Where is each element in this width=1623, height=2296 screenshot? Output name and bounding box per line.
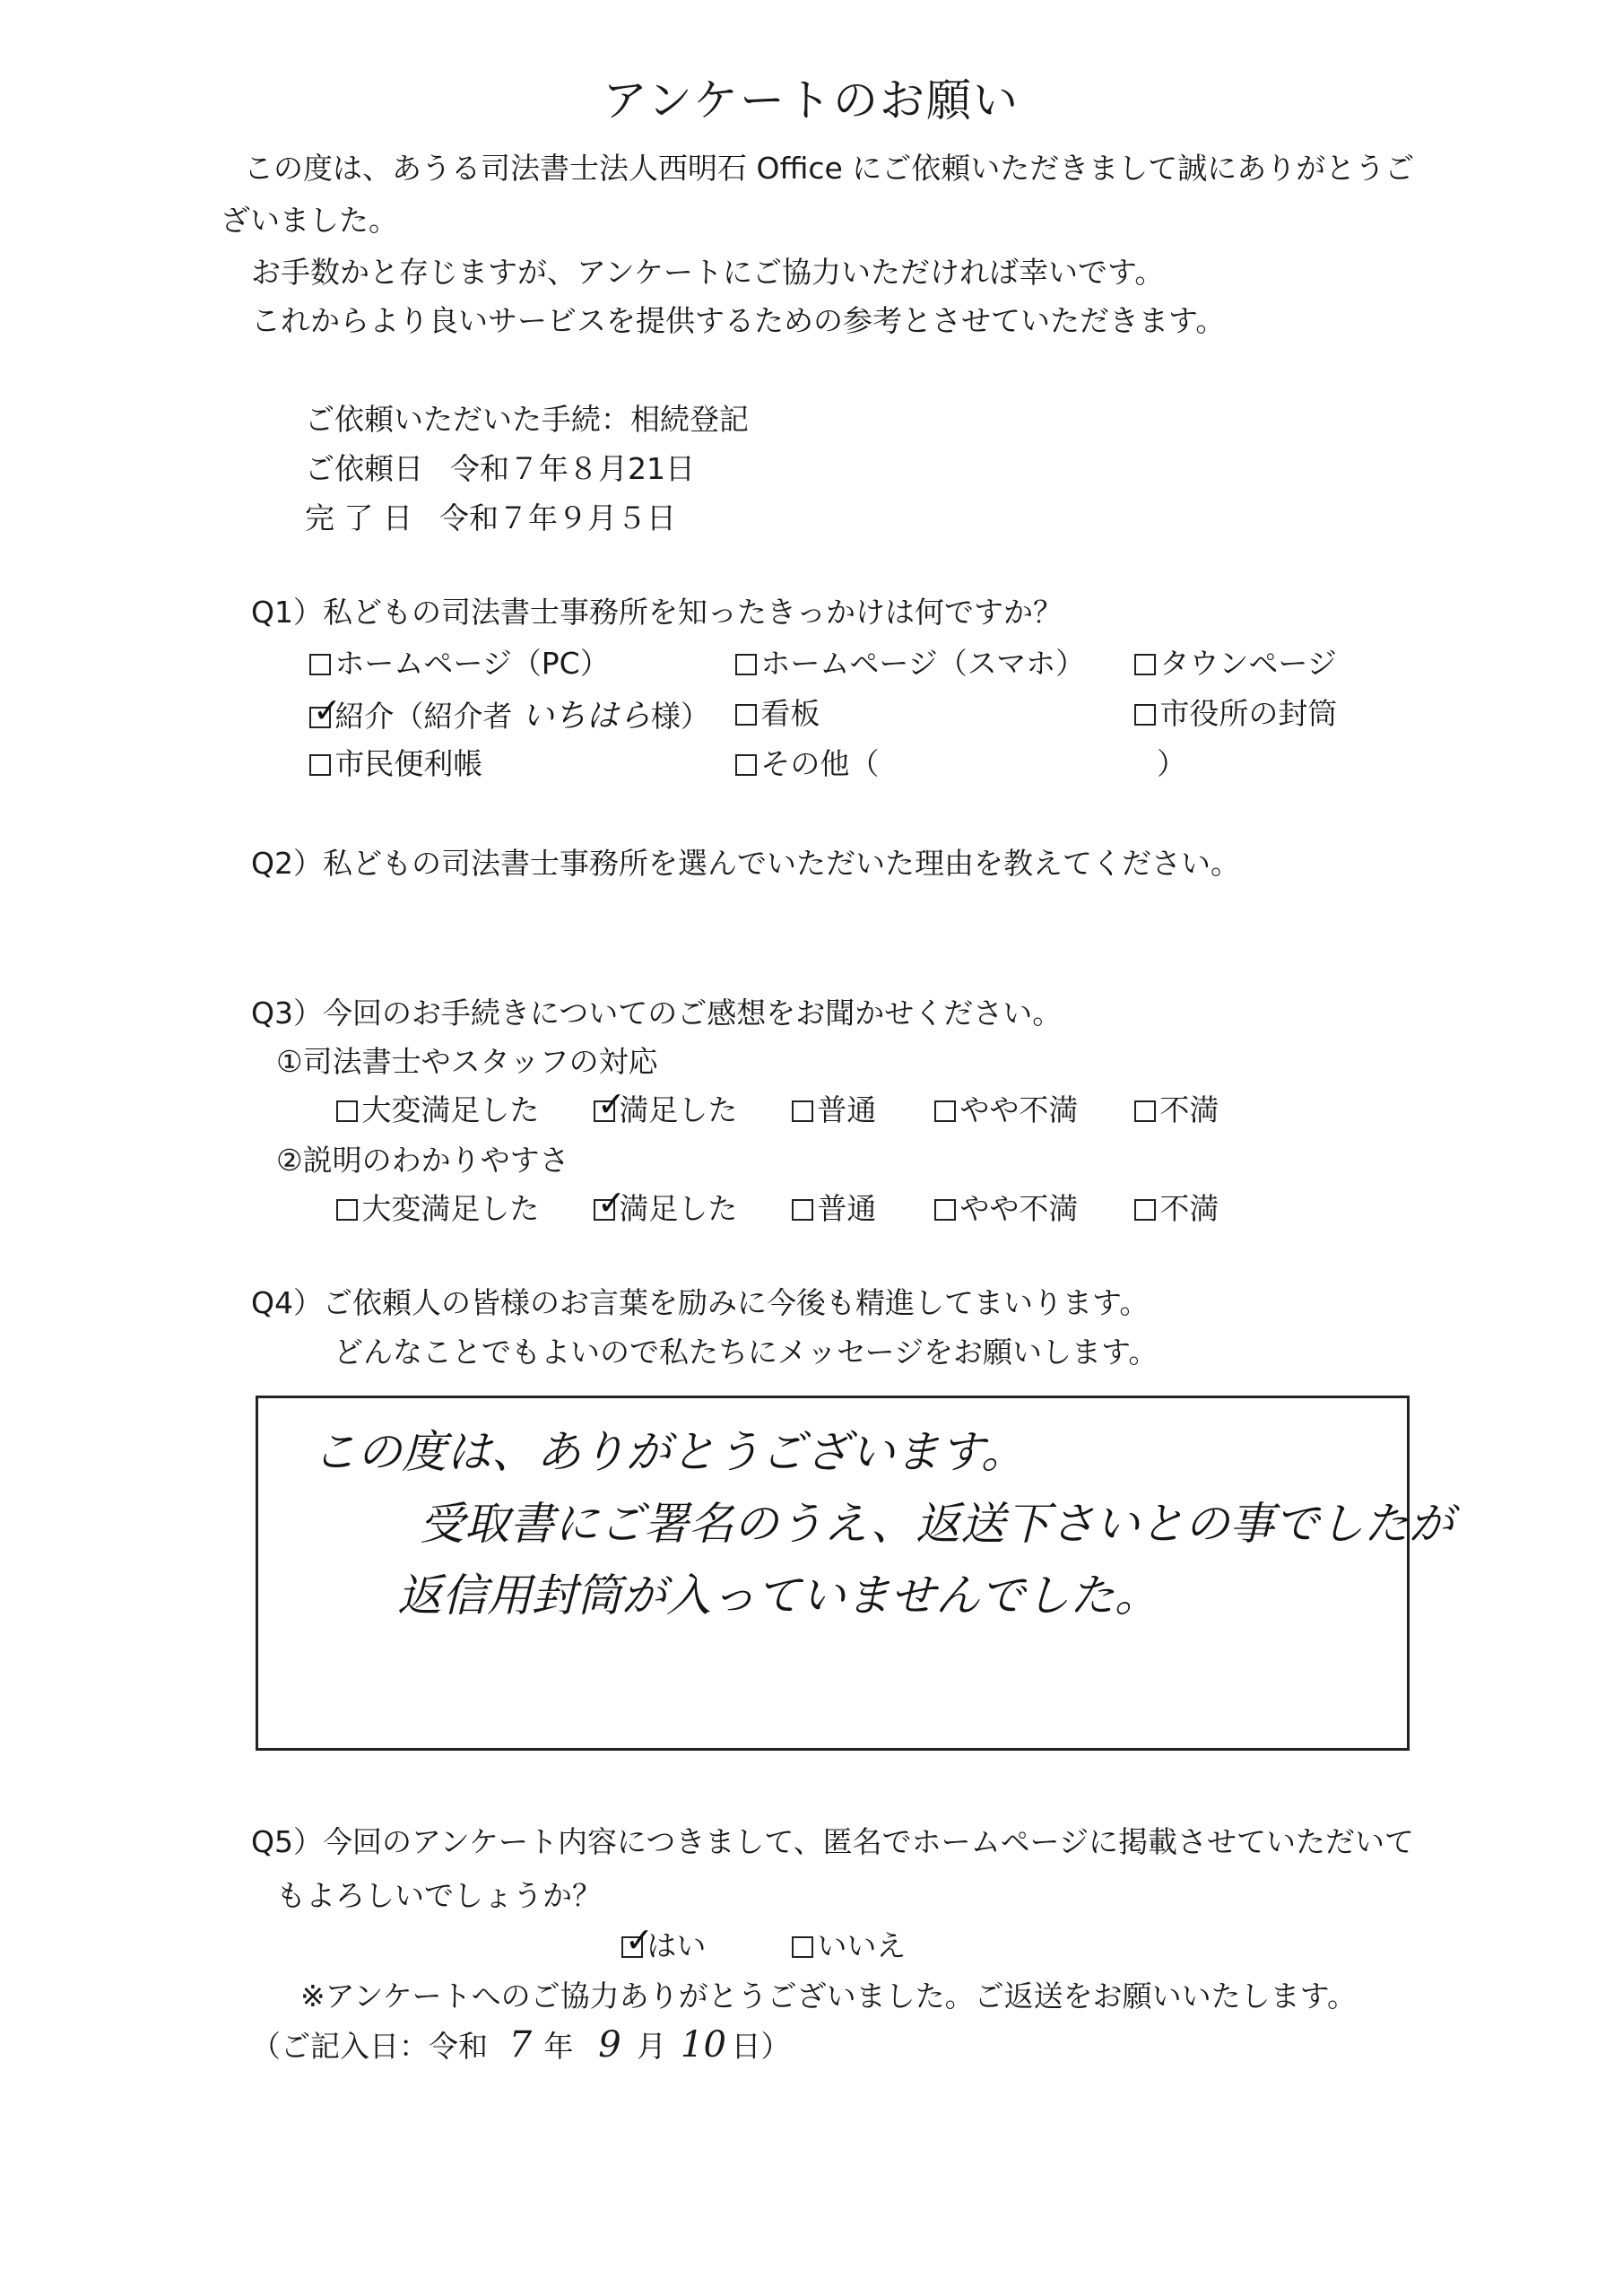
- q1-option-other[interactable]: その他（: [735, 741, 879, 783]
- q3-sub1-label: ①司法書士やスタッフの対応: [276, 1044, 658, 1079]
- q3-sub1-option-neutral[interactable]: 普通: [792, 1087, 876, 1129]
- q3-sub2-option-very-satisfied[interactable]: 大変満足した: [336, 1186, 539, 1228]
- checkbox[interactable]: [735, 654, 757, 675]
- check-mark-icon: ✓: [313, 690, 342, 730]
- request-date-label: ご依頼日: [305, 451, 423, 486]
- q3-sub1-option-somewhat-dissatisfied[interactable]: やや不満: [934, 1087, 1078, 1129]
- q1-option-city-envelope[interactable]: 市役所の封筒: [1134, 691, 1337, 733]
- q1-other-close: ）: [1157, 746, 1186, 781]
- q1-option-homepage-pc[interactable]: ホームページ（PC）: [309, 640, 610, 683]
- checkbox[interactable]: [336, 1100, 358, 1122]
- q3-sub1-option-satisfied[interactable]: ✓ 満足した: [594, 1087, 737, 1129]
- checkbox[interactable]: [735, 754, 757, 776]
- checkbox[interactable]: [735, 704, 757, 726]
- entry-month-unit: 月: [637, 2029, 666, 2064]
- request-date-row: [305, 446, 695, 488]
- complete-date-label: 完 了 日: [305, 500, 412, 535]
- checkbox[interactable]: [934, 1199, 956, 1221]
- intro-line-3: お手数かと存じますが、アンケートにご協力いただければ幸いです。: [251, 255, 1165, 290]
- intro-line-1: この度は、あうる司法書士法人西明石 Office にご依頼いただきまして誠にありがとうご: [244, 151, 1415, 186]
- entry-date-prefix: （ご記入日：令和: [251, 2029, 488, 2064]
- entry-day-unit: 日）: [731, 2029, 791, 2064]
- q3-sub2-label: ②説明のわかりやすさ: [276, 1143, 569, 1178]
- q4-question-line-1: Q4）ご依頼人の皆様のお言葉を励みに今後も精進してまいります。: [251, 1285, 1150, 1320]
- checkbox[interactable]: [792, 1199, 813, 1221]
- message-line-1: この度は、ありがとうございます。: [312, 1426, 1026, 1478]
- q1-option-signboard[interactable]: 看板: [735, 691, 820, 733]
- check-mark-icon: ✓: [597, 1083, 626, 1124]
- checkbox[interactable]: [792, 1936, 813, 1958]
- entry-month: 9: [598, 2024, 621, 2066]
- q5-question-line-2: もよろしいでしょうか？: [276, 1878, 602, 1913]
- checkbox-checked[interactable]: [621, 1919, 654, 1960]
- thanks-note: ※アンケートへのご協力ありがとうございました。ご返送をお願いいたします。: [300, 1979, 1358, 2013]
- complete-date-value: 令和７年９月５日: [438, 500, 676, 535]
- checkbox[interactable]: [309, 754, 331, 776]
- procedure-label: ご依頼いただいた手続：: [305, 402, 630, 437]
- page-title: アンケートのお願い: [603, 74, 1020, 126]
- procedure-row: [305, 396, 749, 439]
- checkbox-checked[interactable]: [309, 690, 342, 730]
- q5-question-line-1: Q5）今回のアンケート内容につきまして、匿名でホームページに掲載させていただいて: [251, 1824, 1415, 1859]
- message-box[interactable]: [256, 1396, 1454, 1751]
- q3-sub1-option-very-satisfied[interactable]: 大変満足した: [336, 1087, 539, 1129]
- checkbox-checked[interactable]: [594, 1083, 626, 1124]
- complete-date-row: [305, 495, 676, 537]
- checkbox[interactable]: [934, 1100, 956, 1122]
- q4-question-line-2: どんなことでもよいので私たちにメッセージをお願いします。: [334, 1335, 1159, 1370]
- request-date-value: 令和７年８月21日: [450, 451, 695, 486]
- q5-option-yes[interactable]: ✓ はい: [621, 1923, 706, 1965]
- entry-year: 7: [508, 2024, 533, 2066]
- q1-option-city-guide[interactable]: 市民便利帳: [309, 741, 482, 783]
- check-mark-icon: ✓: [597, 1182, 626, 1222]
- referrer-name: いちはら: [521, 698, 651, 735]
- checkbox-checked[interactable]: [594, 1182, 626, 1222]
- q1-option-homepage-smartphone[interactable]: ホームページ（スマホ）: [735, 640, 1085, 683]
- check-mark-icon: ✓: [625, 1919, 654, 1960]
- checkbox[interactable]: [1134, 1100, 1156, 1122]
- checkbox[interactable]: [1134, 704, 1156, 726]
- q5-option-no[interactable]: いいえ: [792, 1923, 906, 1965]
- q3-question: Q3）今回のお手続きについてのご感想をお聞かせください。: [251, 996, 1063, 1031]
- q3-sub2-option-satisfied[interactable]: ✓ 満足した: [594, 1186, 737, 1228]
- entry-day: 10: [681, 2024, 726, 2066]
- q2-question: Q2）私どもの司法書士事務所を選んでいただいた理由を教えてください。: [251, 846, 1240, 881]
- entry-year-unit: 年: [543, 2029, 574, 2064]
- checkbox[interactable]: [1134, 654, 1156, 675]
- q3-sub2-option-neutral[interactable]: 普通: [792, 1186, 876, 1228]
- checkbox[interactable]: [309, 654, 331, 675]
- checkbox[interactable]: [1134, 1199, 1156, 1221]
- q3-sub2-option-dissatisfied[interactable]: 不満: [1134, 1186, 1219, 1228]
- procedure-value: 相続登記: [630, 402, 749, 437]
- q1-question: Q1）私どもの司法書士事務所を知ったきっかけは何ですか？: [251, 595, 1063, 630]
- checkbox[interactable]: [336, 1199, 358, 1221]
- entry-date: [251, 2023, 791, 2066]
- q1-option-referral[interactable]: ✓ 紹介（紹介者 いちはら様）: [309, 691, 710, 736]
- checkbox[interactable]: [792, 1100, 813, 1122]
- message-line-2: 受取書にご署名のうえ、返送下さいとの事でしたが: [420, 1498, 1454, 1550]
- q1-option-townpage[interactable]: タウンページ: [1134, 640, 1337, 683]
- q3-sub1-option-dissatisfied[interactable]: 不満: [1134, 1087, 1219, 1129]
- q3-sub2-option-somewhat-dissatisfied[interactable]: やや不満: [934, 1186, 1078, 1228]
- intro-line-2: ざいました。: [221, 203, 398, 238]
- intro-line-4: これからより良いサービスを提供するための参考とさせていただきます。: [251, 303, 1226, 338]
- message-line-3: 返信用封筒が入っていませんでした。: [397, 1570, 1159, 1622]
